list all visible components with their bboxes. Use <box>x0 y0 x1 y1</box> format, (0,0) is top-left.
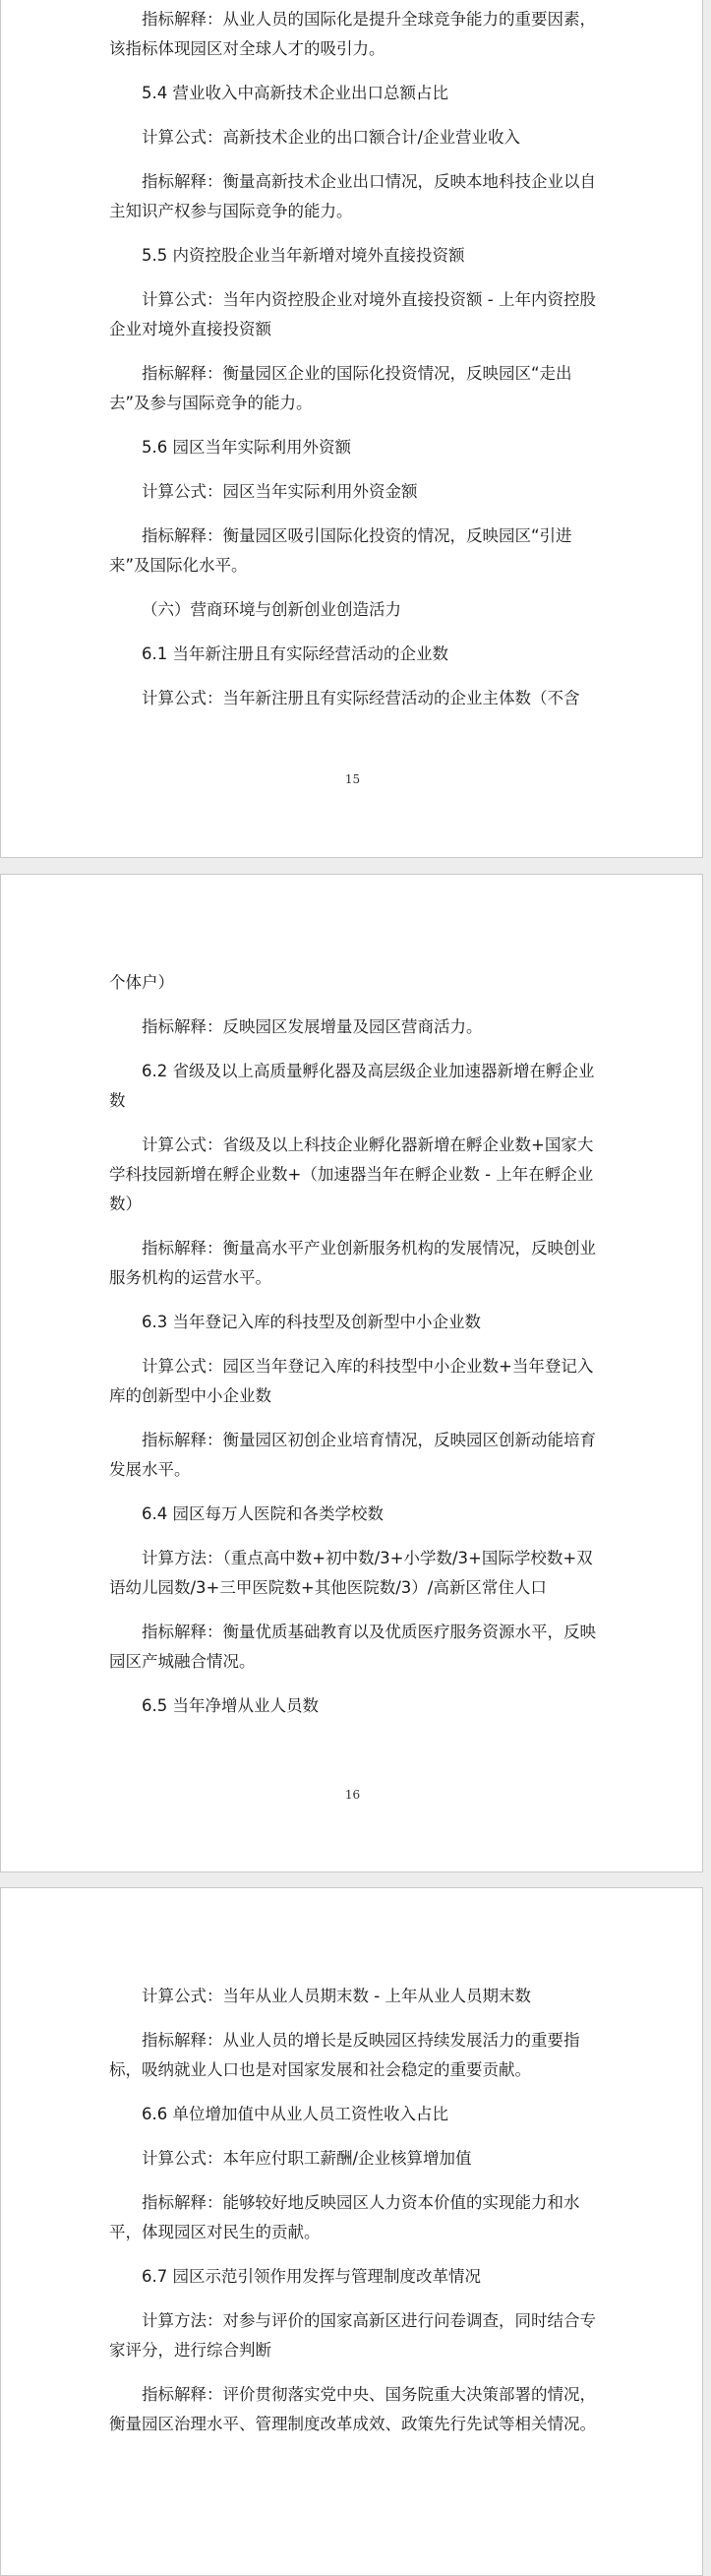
document-page <box>0 1887 703 2576</box>
paragraph: 指标解释：衡量园区初创企业培育情况，反映园区创新动能培育发展水平。 <box>109 1431 596 1479</box>
page-content <box>109 5 603 713</box>
document-page <box>0 0 703 858</box>
paragraph: 指标解释：衡量园区企业的国际化投资情况，反映园区“走出去”及参与国际竞争的能力。 <box>109 364 572 412</box>
section-heading: 6.5 当年净增从业人员数 <box>142 1696 319 1715</box>
paragraph-continuation: 个体户） <box>109 973 174 992</box>
section-heading: 6.1 当年新注册且有实际经营活动的企业数 <box>142 644 448 663</box>
page-content <box>109 1982 603 2439</box>
paragraph: 计算公式：本年应付职工薪酬/企业核算增加值 <box>142 2149 472 2168</box>
paragraph: 计算公式：园区当年登记入库的科技型中小企业数+当年登记入库的创新型中小企业数 <box>109 1357 594 1405</box>
section-heading: 5.6 园区当年实际利用外资额 <box>142 438 351 457</box>
paragraph: 指标解释：衡量高水平产业创新服务机构的发展情况，反映创业服务机构的运营水平。 <box>109 1239 596 1287</box>
paragraph: 计算公式：高新技术企业的出口额合计/企业营业收入 <box>142 128 521 147</box>
page-content <box>109 968 603 1721</box>
document-page <box>0 874 703 1872</box>
paragraph: 计算方法：对参与评价的国家高新区进行问卷调查，同时结合专家评分，进行综合判断 <box>109 2311 596 2360</box>
paragraph: 计算方法：（重点高中数+初中数/3+小学数/3+国际学校数+双语幼儿园数/3+三甲医院数+其他医院数/3）/高新区常住人口 <box>109 1549 593 1597</box>
section-heading: 6.2 省级及以上高质量孵化器及高层级企业加速器新增在孵企业数 <box>109 1062 595 1110</box>
section-heading: 5.4 营业收入中高新技术企业出口总额占比 <box>142 84 448 102</box>
section-heading: 6.6 单位增加值中从业人员工资性收入占比 <box>142 2105 448 2123</box>
paragraph: 计算公式：当年新注册且有实际经营活动的企业主体数（不含 <box>142 689 580 707</box>
paragraph: 指标解释：衡量高新技术企业出口情况，反映本地科技企业以自主知识产权参与国际竞争的能力。 <box>109 172 596 220</box>
paragraph: 计算公式：园区当年实际利用外资金额 <box>142 482 418 501</box>
paragraph: 指标解释：衡量优质基础教育以及优质医疗服务资源水平，反映园区产城融合情况。 <box>109 1623 596 1671</box>
chapter-heading: （六）营商环境与创新创业创造活力 <box>142 600 401 619</box>
page-number: 15 <box>344 772 361 786</box>
section-heading: 6.3 当年登记入库的科技型及创新型中小企业数 <box>142 1313 481 1331</box>
page-number: 16 <box>344 1788 361 1802</box>
paragraph: 指标解释：能够较好地反映园区人力资本价值的实现能力和水平，体现园区对民生的贡献。 <box>109 2193 580 2241</box>
paragraph: 指标解释：从业人员的国际化是提升全球竞争能力的重要因素，该指标体现园区对全球人才的吸引力。 <box>109 10 596 58</box>
paragraph: 指标解释：从业人员的增长是反映园区持续发展活力的重要指标，吸纳就业人口也是对国家发展和社会稳定的重要贡献。 <box>109 2031 580 2079</box>
paragraph: 指标解释：评价贯彻落实党中央、国务院重大决策部署的情况，衡量园区治理水平、管理制度改革成效、政策先行先试等相关情况。 <box>109 2385 596 2433</box>
paragraph: 计算公式：省级及以上科技企业孵化器新增在孵企业数+国家大学科技园新增在孵企业数+（加速器当年在孵企业数 - 上年在孵企业数） <box>109 1135 594 1213</box>
section-heading: 6.7 园区示范引领作用发挥与管理制度改革情况 <box>142 2267 481 2286</box>
section-heading: 6.4 园区每万人医院和各类学校数 <box>142 1504 384 1523</box>
paragraph: 指标解释：衡量园区吸引国际化投资的情况，反映园区“引进来”及国际化水平。 <box>109 526 572 575</box>
paragraph: 计算公式：当年从业人员期末数 - 上年从业人员期末数 <box>142 1987 531 2005</box>
section-heading: 5.5 内资控股企业当年新增对境外直接投资额 <box>142 246 465 265</box>
paragraph: 指标解释：反映园区发展增量及园区营商活力。 <box>142 1017 483 1036</box>
paragraph: 计算公式：当年内资控股企业对境外直接投资额 - 上年内资控股企业对境外直接投资额 <box>109 290 596 338</box>
